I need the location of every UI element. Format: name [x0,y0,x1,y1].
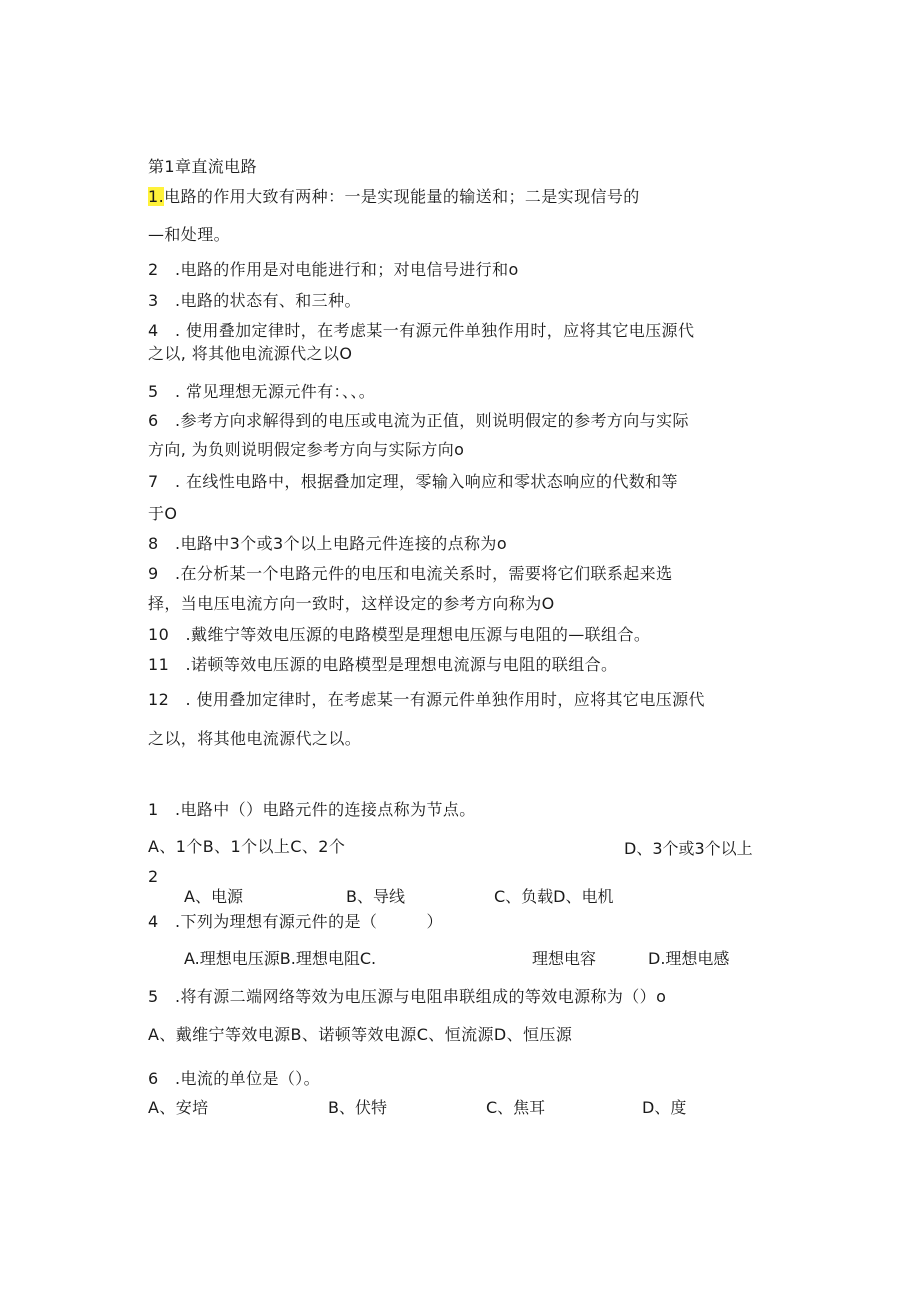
choice-q6-option-a: A、安培 [148,1098,209,1117]
choice-q5: 5 .将有源二端网络等效为电压源与电阻串联组成的等效电源称为（）o [148,987,667,1006]
choice-q4: 4 .下列为理想有源元件的是（ ） [148,912,443,931]
choice-q4-options: A.理想电压源B.理想电阻C. [184,949,377,968]
fill-q9-line2: 择，当电压电流方向一致时，这样设定的参考方向称为O [148,594,555,613]
fill-q7-line2: 于O [148,504,178,523]
choice-q2-option-b: B、导线 [346,887,405,906]
choice-q6-option-b: B、伏特 [328,1098,387,1117]
fill-q5: 5 . 常见理想无源元件有：、、。 [148,382,376,401]
fill-q4-line2: 之以, 将其他电流源代之以O [148,344,353,363]
fill-q1-text: 电路的作用大致有两种：一是实现能量的输送和；二是实现信号的 [164,187,640,206]
fill-q6-line2: 方向, 为负则说明假定参考方向与实际方向o [148,440,465,459]
fill-q8: 8 .电路中3个或3个以上电路元件连接的点称为o [148,534,508,553]
choice-q1-options: A、1个B、1个以上C、2个 [148,837,346,856]
fill-q1-line1 [148,186,640,208]
fill-q10: 10 .戴维宁等效电压源的电路模型是理想电压源与电阻的—联组合。 [148,625,651,644]
choice-q2-option-cd: C、负载D、电机 [494,887,614,906]
fill-q7-line1: 7 . 在线性电路中，根据叠加定理，零输入响应和零状态响应的代数和等 [148,472,678,491]
fill-q12-line1: 12 . 使用叠加定律时，在考虑某一有源元件单独作用时，应将其它电压源代 [148,690,705,709]
fill-q9-line1: 9 .在分析某一个电路元件的电压和电流关系时，需要将它们联系起来选 [148,564,673,583]
fill-q6-line1: 6 .参考方向求解得到的电压或电流为正值，则说明假定的参考方向与实际 [148,411,689,430]
choice-q1-option-d: D、3个或3个以上 [624,839,753,858]
chapter-title: 第1章直流电路 [148,157,257,176]
fill-q12-line2: 之以，将其他电流源代之以。 [148,729,362,748]
choice-q4-option-c-text: 理想电容 [532,949,597,968]
choice-q6-option-c: C、焦耳 [486,1098,546,1117]
choice-q1: 1 .电路中（）电路元件的连接点称为节点。 [148,800,476,819]
choice-q6-option-d: D、度 [642,1098,687,1117]
fill-q2: 2 .电路的作用是对电能进行和；对电信号进行和o [148,260,519,279]
fill-q4-line1: 4 . 使用叠加定律时，在考虑某一有源元件单独作用时，应将其它电压源代 [148,321,695,340]
fill-q3: 3 .电路的状态有、和三种。 [148,291,361,310]
choice-q2-number: 2 [148,867,159,886]
choice-q6: 6 .电流的单位是（）。 [148,1069,321,1088]
highlighted-number: 1. [148,187,165,206]
fill-q11: 11 .诺顿等效电压源的电路模型是理想电流源与电阻的联组合。 [148,655,618,674]
choice-q5-options: A、戴维宁等效电源B、诺顿等效电源C、恒流源D、恒压源 [148,1025,573,1044]
fill-q1-line2: —和处理。 [148,225,231,244]
choice-q2-option-a: A、电源 [184,887,243,906]
choice-q4-option-d: D.理想电感 [648,949,730,968]
